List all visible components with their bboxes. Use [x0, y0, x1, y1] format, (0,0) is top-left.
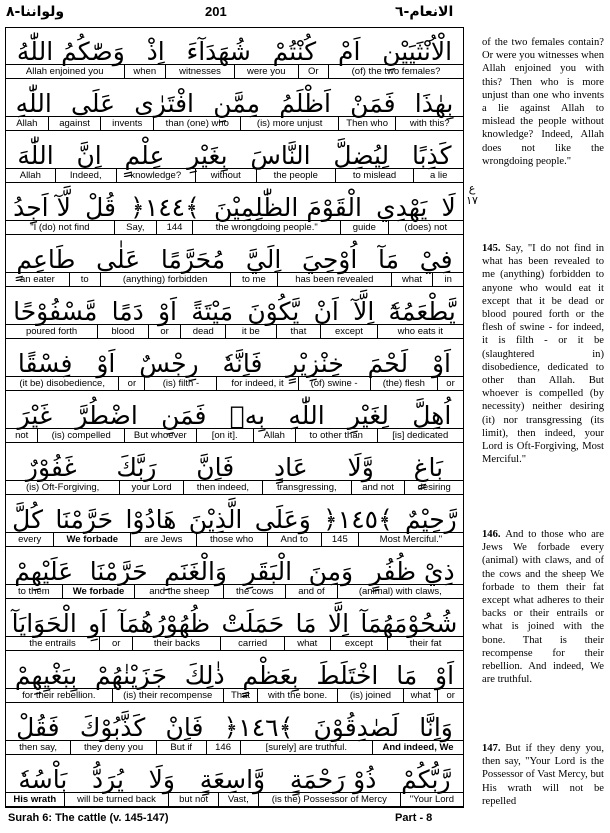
- gloss-row: [6, 220, 463, 235]
- surah-header: الانعام-٦: [395, 4, 454, 20]
- arabic-word: فِسْقًا: [17, 348, 73, 378]
- gloss-cell: Indeed,: [55, 169, 116, 182]
- gloss-cell: they deny you: [70, 741, 156, 754]
- arabic-word: فَاِنْ: [165, 712, 204, 742]
- gloss-cell: Allah: [16, 118, 38, 129]
- gloss-cell: Allah enjoined you: [25, 66, 104, 77]
- arabic-word: اِذْ: [146, 36, 165, 66]
- gloss-cell: those who: [196, 533, 267, 546]
- gloss-cell: an eater: [19, 274, 55, 285]
- arabic-word: الْحَوَايَآ: [11, 608, 77, 638]
- arabic-word: اخْتَلَطَ: [316, 660, 379, 690]
- gloss-cell: invents: [100, 117, 153, 130]
- gloss-row: [6, 376, 463, 391]
- gloss-cell: poured forth: [25, 326, 78, 337]
- gloss-cell: (is) filth -: [144, 377, 216, 390]
- arabic-word: اَوْ: [96, 348, 116, 378]
- arabic-word: اضْطُرَّ: [75, 400, 138, 430]
- gloss-cell: your Lord: [119, 481, 183, 494]
- gloss-row: [6, 272, 463, 287]
- gloss-cell: for indeed, it: [216, 377, 297, 390]
- gloss-cell: That: [223, 689, 258, 702]
- gloss-cell: (is) joined: [337, 689, 403, 702]
- gloss-row: [6, 792, 463, 807]
- arabic-word: عَلَيْهِمْ: [14, 556, 74, 586]
- gloss-cell: or: [99, 637, 132, 650]
- arabic-word: يَّكُوْنَ: [247, 296, 300, 326]
- arabic-word: حَرَّمْنَا: [55, 504, 114, 534]
- gloss-cell: not: [15, 430, 29, 441]
- gloss-cell: it be: [225, 325, 276, 338]
- gloss-cell: (does) not: [388, 221, 463, 234]
- gloss-cell: (of) the two females?: [328, 65, 463, 78]
- gloss-cell: the entrails: [29, 638, 76, 649]
- gloss-cell: Say,: [114, 221, 156, 234]
- arabic-word: حَمَلَتْ: [221, 608, 285, 638]
- arabic-word: عَلَى: [71, 88, 116, 118]
- gloss-cell: or: [118, 377, 144, 390]
- footer-surah: Surah 6: The cattle (v. 145-147): [8, 812, 169, 824]
- gloss-cell: when: [124, 65, 166, 78]
- gloss-row: [6, 324, 463, 339]
- gloss-cell: the cows: [223, 585, 285, 598]
- arabic-word: لِيُضِلَّ: [333, 140, 390, 170]
- gloss-row: [6, 584, 463, 599]
- arabic-word: غَفُوْرٌ: [25, 452, 77, 482]
- arabic-word: شُحُوْمَهُمَآ: [360, 608, 458, 638]
- gloss-cell: every: [18, 534, 42, 545]
- gloss-row: [6, 116, 463, 131]
- arabic-word: ذٰلِكَ: [184, 660, 225, 690]
- juz-header: ولواننا-٨: [6, 4, 65, 20]
- gloss-cell: or: [437, 377, 463, 390]
- gloss-cell: and the sheep: [134, 585, 223, 598]
- interlinear-grid: [5, 27, 464, 808]
- arabic-word: اَوْ: [435, 660, 455, 690]
- arabic-word: خِنْزِيْرٍ: [286, 348, 344, 378]
- gloss-cell: [surely] are truthful.: [240, 741, 372, 754]
- arabic-word: اَمْ: [337, 36, 361, 66]
- gloss-cell: and of: [285, 585, 336, 598]
- gloss-cell: 145: [321, 533, 358, 546]
- arabic-word: بَاغٍ: [413, 452, 444, 482]
- arabic-word: اَنْ: [313, 296, 339, 326]
- gloss-row: [6, 740, 463, 755]
- gloss-row: [6, 688, 463, 703]
- arabic-word: عِلْمٍ: [124, 140, 165, 170]
- arabic-word: يُرَدُّ: [92, 764, 124, 794]
- gloss-cell: then say,: [19, 742, 57, 753]
- gloss-cell: except: [320, 325, 377, 338]
- gloss-row: [6, 64, 463, 79]
- arabic-word: بِهٰذَا: [414, 88, 454, 118]
- gloss-cell: "Your Lord: [400, 793, 463, 806]
- gloss-cell: the wrongdoing people.": [192, 221, 340, 234]
- arabic-word: لَحْمَ: [367, 348, 409, 378]
- arabic-word: وَّاسِعَةٍ: [199, 764, 266, 794]
- ruku-marker: ع ١٧: [466, 182, 478, 207]
- arabic-word: النَّاسَ: [250, 140, 311, 170]
- gloss-cell: were you: [234, 65, 298, 78]
- footer-part: Part - 8: [395, 812, 433, 824]
- arabic-word: بِبَغْيِهِمْ: [14, 660, 78, 690]
- arabic-word: وَعَلَى: [254, 504, 311, 534]
- gloss-cell: or: [148, 325, 181, 338]
- arabic-word: لَّآ اَجِدُ: [13, 192, 71, 222]
- gloss-row: [6, 480, 463, 495]
- arabic-word: ظُهُوْرُهُمَآ: [118, 608, 211, 638]
- arabic-word: كُنْتُمْ: [272, 36, 317, 66]
- translation-para-4: 147. But if they deny you, then say, "Your Lord is the Possessor of Vast Mercy, but His wrath will not be repelled: [482, 743, 604, 807]
- arabic-word: غَيْرَ: [17, 400, 53, 430]
- gloss-cell: the people: [256, 169, 335, 182]
- arabic-word: وَصّٰكُمُ اللّٰهُ: [16, 36, 125, 66]
- gloss-cell: Vast,: [218, 793, 258, 806]
- gloss-cell: against: [48, 117, 101, 130]
- arabic-word: الْاُنْثَيَيْنِ: [382, 36, 453, 66]
- arabic-word: فَاِنَّ: [196, 452, 235, 482]
- gloss-cell: 146: [206, 741, 240, 754]
- gloss-cell: with the bone.: [257, 689, 337, 702]
- arabic-word: حَرَّمْنَا: [89, 556, 148, 586]
- arabic-word: ﴿١٤٦﴾: [223, 712, 294, 742]
- gloss-cell: But if: [156, 741, 206, 754]
- gloss-cell: and not: [351, 481, 405, 494]
- gloss-cell: their fat: [387, 637, 463, 650]
- gloss-cell: (anything) forbidden: [100, 273, 230, 286]
- gloss-row: [6, 168, 463, 183]
- gloss-cell: 144: [156, 221, 192, 234]
- arabic-word: عَادٍ: [274, 452, 308, 482]
- arabic-word: اُوْحِيَ: [302, 244, 358, 274]
- arabic-word: رَّبُّكُمْ: [401, 764, 451, 794]
- arabic-word: رَّحِيْمٌ: [405, 504, 457, 534]
- gloss-cell: than (one) who: [153, 117, 240, 130]
- gloss-cell: (is) their recompense: [112, 689, 223, 702]
- page-number: 201: [205, 4, 227, 19]
- gloss-cell: (is) Oft-Forgiving,: [25, 482, 100, 493]
- arabic-word: رِجْسٌ: [139, 348, 199, 378]
- gloss-cell: will be turned back: [64, 793, 169, 806]
- arabic-word: وَّلَا: [347, 452, 374, 482]
- gloss-cell: who eats it: [377, 325, 463, 338]
- gloss-cell: with this?: [395, 117, 463, 130]
- arabic-word: فَاِنَّهٗ: [222, 348, 263, 378]
- arabic-word: مُحَرَّمًا: [160, 244, 226, 274]
- arabic-word: بَاْسُهٗ: [18, 764, 68, 794]
- arabic-word: وَمِنَ: [308, 556, 354, 586]
- gloss-cell: blood: [97, 325, 148, 338]
- arabic-word: ذِيْ ظُفُرٍ: [369, 556, 455, 586]
- arabic-word: اَوْ: [157, 296, 178, 326]
- arabic-word: فَقُلْ: [16, 712, 60, 742]
- arabic-word: وَلَا: [148, 764, 175, 794]
- gloss-cell: Most Merciful.": [358, 533, 463, 546]
- arabic-word: بِعَظْمٍ: [242, 660, 299, 690]
- arabic-word: فِيْ: [419, 244, 453, 274]
- gloss-cell: what: [284, 637, 329, 650]
- gloss-cell: to other than: [295, 429, 377, 442]
- arabic-word: الْبَقَرِ: [243, 556, 293, 586]
- gloss-cell: (is) more unjust: [240, 117, 337, 130]
- arabic-word: هَادُوْا: [125, 504, 177, 534]
- arabic-word: يَهْدِي: [376, 192, 428, 222]
- gloss-cell: that: [276, 325, 321, 338]
- gloss-cell: (the) flesh: [370, 377, 437, 390]
- gloss-cell: witnesses: [165, 65, 234, 78]
- gloss-cell: a lie: [413, 169, 463, 182]
- arabic-word: اِلَّآ: [353, 296, 375, 326]
- gloss-cell: We forbade: [53, 533, 130, 546]
- arabic-word: مِمَّنِ: [213, 88, 261, 118]
- gloss-cell: And indeed, We: [372, 741, 463, 754]
- gloss-cell: or: [437, 689, 463, 702]
- gloss-cell: then indeed,: [183, 481, 262, 494]
- arabic-word: عَلٰى: [96, 244, 141, 274]
- arabic-word: افْتَرٰى: [134, 88, 195, 118]
- gloss-cell: for their rebellion.: [22, 690, 96, 701]
- gloss-cell: their backs: [132, 637, 220, 650]
- arabic-word: لَصٰدِقُوْنَ: [313, 712, 400, 742]
- arabic-word: شُهَدَآءَ: [186, 36, 251, 66]
- gloss-row: [6, 428, 463, 443]
- arabic-word: اَظْلَمُ: [279, 88, 331, 118]
- arabic-word: فَمَنِ: [161, 400, 207, 430]
- arabic-word: مَيْتَةً: [191, 296, 234, 326]
- arabic-word: بِهٖ: [229, 400, 266, 430]
- gloss-cell: to me: [230, 273, 277, 286]
- arabic-word: الَّذِيْنَ: [188, 504, 243, 534]
- gloss-cell: But whoever: [124, 429, 196, 442]
- arabic-word: جَزَيْنٰهُمْ: [95, 660, 167, 690]
- arabic-word: الْقَوْمَ الظّٰلِمِيْنَ: [214, 192, 362, 222]
- arabic-word: لَا: [441, 192, 456, 222]
- arabic-word: اِلَيَّ: [245, 244, 282, 274]
- arabic-word: ذُوْ رَحْمَةٍ: [289, 764, 377, 794]
- gloss-cell: Allah: [19, 170, 41, 181]
- arabic-word: مَآ: [378, 244, 400, 274]
- arabic-word: وَالْغَنَمِ: [164, 556, 227, 586]
- gloss-cell: in: [432, 273, 463, 286]
- arabic-word: اَوْ: [431, 348, 451, 378]
- gloss-cell: We forbade: [62, 585, 135, 598]
- gloss-cell: His wrath: [13, 794, 57, 805]
- arabic-word: اِنَّ: [76, 140, 102, 170]
- gloss-cell: (it be) disobedience,: [19, 378, 105, 389]
- arabic-word: اللّٰهِ: [15, 88, 52, 118]
- arabic-word: كُلَّ: [12, 504, 43, 534]
- gloss-cell: carried: [220, 637, 284, 650]
- translation-para-1: of the two females contain? Or were you witnesses when Allah enjoined you with this? Then who is more unjust than one who invents a lie against Allah to mislead the people without knowledge? Indeed, Allah does not like the wrongdoing people.": [482, 37, 604, 167]
- gloss-cell: And to: [267, 533, 321, 546]
- arabic-word: لِغَيْرِ: [347, 400, 389, 430]
- arabic-word: فَمَنْ: [350, 88, 396, 118]
- translation-para-2: 145. Say, "I do not find in what has been revealed to me (anything) forbidden to anyone who would eat it except that it be dead or blood poured forth or the flesh of swine - for indeed, it is filth - or it be (slaughtered in) disobedience, dedicated to other than Allah. But whoever is compelled (by necessity) neither desiring (it) nor transgressing (its limit), then indeed, your Lord is Oft-Forgiving, Most Merciful.": [482, 243, 604, 466]
- arabic-word: ﴿١٤٥﴾: [323, 504, 393, 534]
- gloss-cell: [is] dedicated: [377, 429, 463, 442]
- gloss-cell: desiring: [404, 481, 463, 494]
- arabic-word: مَا: [295, 608, 317, 638]
- arabic-word: اللّٰهَ: [17, 140, 54, 170]
- gloss-cell: to them: [17, 586, 50, 597]
- arabic-word: قُلْ: [85, 192, 116, 222]
- gloss-cell: [on it].: [196, 429, 253, 442]
- gloss-cell: (animal) with claws,: [337, 585, 463, 598]
- gloss-cell: has been revealed: [277, 273, 391, 286]
- arabic-word: اُهِلَّ: [412, 400, 452, 430]
- arabic-word: دَمًا: [111, 296, 144, 326]
- gloss-cell: guide: [340, 221, 388, 234]
- arabic-word: ﴿١٤٤﴾: [130, 192, 200, 222]
- gloss-cell: but not: [168, 793, 217, 806]
- gloss-cell: dead: [180, 325, 225, 338]
- gloss-cell: knowledge?: [116, 169, 195, 182]
- arabic-word: اَوِ: [88, 608, 108, 638]
- gloss-row: [6, 532, 463, 547]
- gloss-cell: Then who: [338, 117, 396, 130]
- arabic-word: طَاعِمٍ: [16, 244, 76, 274]
- arabic-word: كَذِبًا: [411, 140, 452, 170]
- arabic-word: يَّطْعَمُهٗٓ: [388, 296, 456, 326]
- arabic-word: بِغَيْرِ: [187, 140, 228, 170]
- gloss-cell: to mislead: [335, 169, 414, 182]
- translation-para-3: 146. And to those who are Jews We forbade every (animal) with claws, and of the cows and the sheep We forbade to them their fat except what adheres to their backs or their entrails or what is joined with the bone. That is their recompense for their rebellion. And indeed, We are truthful.: [482, 529, 605, 686]
- gloss-cell: to: [69, 273, 100, 286]
- gloss-cell: Or: [298, 65, 329, 78]
- gloss-row: [6, 636, 463, 651]
- gloss-cell: except: [330, 637, 388, 650]
- arabic-word: كَذَّبُوْكَ: [79, 712, 146, 742]
- gloss-cell: transgressing,: [262, 481, 351, 494]
- arabic-word: رَبَّكَ: [116, 452, 157, 482]
- arabic-word: وَاِنَّا: [419, 712, 453, 742]
- gloss-cell: what: [403, 689, 438, 702]
- gloss-cell: without: [195, 169, 256, 182]
- arabic-word: مَا: [396, 660, 418, 690]
- arabic-word: مَّسْفُوْحًا: [13, 296, 98, 326]
- gloss-cell: are Jews: [130, 533, 195, 546]
- gloss-cell: "I (do) not find: [30, 222, 90, 233]
- gloss-cell: (is the) Possessor of Mercy: [258, 793, 400, 806]
- arabic-word: اِلَّا: [327, 608, 350, 638]
- arabic-word: اللّٰهِ: [288, 400, 325, 430]
- gloss-cell: what: [391, 273, 433, 286]
- gloss-cell: (is) compelled: [37, 429, 123, 442]
- gloss-cell: Allah: [253, 429, 295, 442]
- gloss-cell: (of) swine -: [298, 377, 370, 390]
